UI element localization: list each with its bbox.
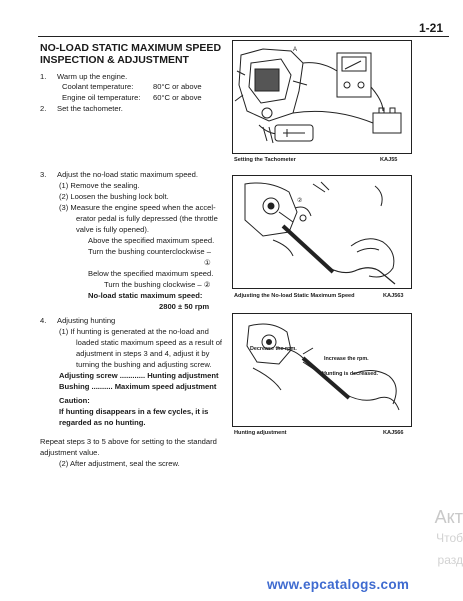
step-3-sub-3c: valve is fully opened). — [76, 225, 150, 234]
caution-line-1: If hunting disappears in a few cycles, it is — [59, 407, 209, 416]
spec-value: 2800 ± 50 rpm — [159, 302, 210, 311]
hunting-illustration — [233, 314, 411, 426]
step-2-text: Set the tachometer. — [57, 104, 123, 113]
step-4-text: Adjusting hunting — [57, 316, 116, 325]
turn-cw-line: Turn the bushing clockwise – ② — [104, 280, 211, 289]
watermark-line-2: Чтоб — [436, 531, 463, 545]
caution-line-2: regarded as no hunting. — [59, 418, 146, 427]
step-1-text: Warm up the engine. — [57, 72, 128, 81]
coolant-value: 80°C or above — [153, 82, 202, 91]
watermark-line-3: разд — [437, 553, 463, 567]
repeat-line-2: adjustment value. — [40, 448, 100, 457]
repeat-line-1: Repeat steps 3 to 5 above for setting to the standard — [40, 437, 217, 446]
step-1-number: 1. — [40, 72, 47, 81]
oil-label: Engine oil temperature: — [62, 93, 141, 102]
step-4-p1: (1) If hunting is generated at the no-load and — [59, 327, 209, 336]
fig3-caption: Hunting adjustment — [234, 430, 287, 436]
marker-1: ① — [204, 258, 211, 267]
step-3-sub-1: (1) Remove the sealing. — [59, 181, 140, 190]
section-title — [40, 42, 230, 66]
after-adjustment-line: (2) After adjustment, seal the screw. — [59, 459, 180, 468]
figure-hunting — [232, 313, 412, 427]
site-url-link[interactable]: www.epcatalogs.com — [267, 577, 410, 592]
step-4-p2: loaded static maximum speed as a result of — [76, 338, 223, 347]
fig2-caption: Adjusting the No-load Static Maximum Speed — [234, 293, 355, 299]
oil-value: 60°C or above — [153, 93, 202, 102]
caution-heading: Caution: — [59, 396, 90, 405]
above-speed-line: Above the specified maximum speed. — [88, 236, 215, 245]
fig2-code: KAJ563 — [383, 293, 404, 299]
coolant-label: Coolant temperature: — [62, 82, 134, 91]
title-line-2: INSPECTION & ADJUSTMENT — [40, 54, 189, 66]
fig1-marker-a: A — [293, 47, 298, 53]
figure-tachometer — [232, 40, 412, 154]
step-3-number: 3. — [40, 170, 47, 179]
step-4-number: 4. — [40, 316, 47, 325]
fig3-label-hunting: Hunting is decreased. — [322, 371, 379, 377]
step-3-text: Adjust the no-load static maximum speed. — [57, 170, 198, 179]
tachometer-illustration — [233, 41, 411, 153]
max-speed-illustration — [233, 176, 411, 288]
figure-max-speed — [232, 175, 412, 289]
step-3-sub-3a: (3) Measure the engine speed when the accel- — [59, 203, 216, 212]
step-2-number: 2. — [40, 104, 47, 113]
spec-label: No-load static maximum speed: — [88, 291, 203, 300]
step-3-sub-2: (2) Loosen the bushing lock bolt. — [59, 192, 169, 201]
fig1-caption: Setting the Tachometer — [234, 157, 296, 163]
title-line-1: NO-LOAD STATIC MAXIMUM SPEED — [40, 42, 222, 54]
step-4-p4: turning the bushing and adjusting screw. — [76, 360, 212, 369]
turn-ccw-line: Turn the bushing counterclockwise – — [88, 247, 211, 256]
below-speed-line: Below the specified maximum speed. — [88, 269, 214, 278]
fig3-label-increase: Increase the rpm. — [324, 356, 369, 362]
fig3-label-decrease: Decrease the rpm. — [250, 346, 297, 352]
page-number: 1-21 — [418, 21, 443, 35]
bushing-line: Bushing .......... Maximum speed adjustment — [59, 382, 217, 391]
watermark-line-1: Акт — [434, 507, 463, 527]
fig2-marker: ② — [297, 198, 303, 204]
fig3-code: KAJ566 — [383, 430, 404, 436]
fig1-code: KAJ55 — [380, 157, 398, 163]
adjusting-screw-line: Adjusting screw ............ Hunting adjustment — [59, 371, 219, 380]
step-3-sub-3b: erator pedal is fully depressed (the throttle — [76, 214, 218, 223]
step-4-p3: adjustment in steps 3 and 4, adjust it by — [76, 349, 210, 358]
header-rule — [38, 36, 449, 37]
